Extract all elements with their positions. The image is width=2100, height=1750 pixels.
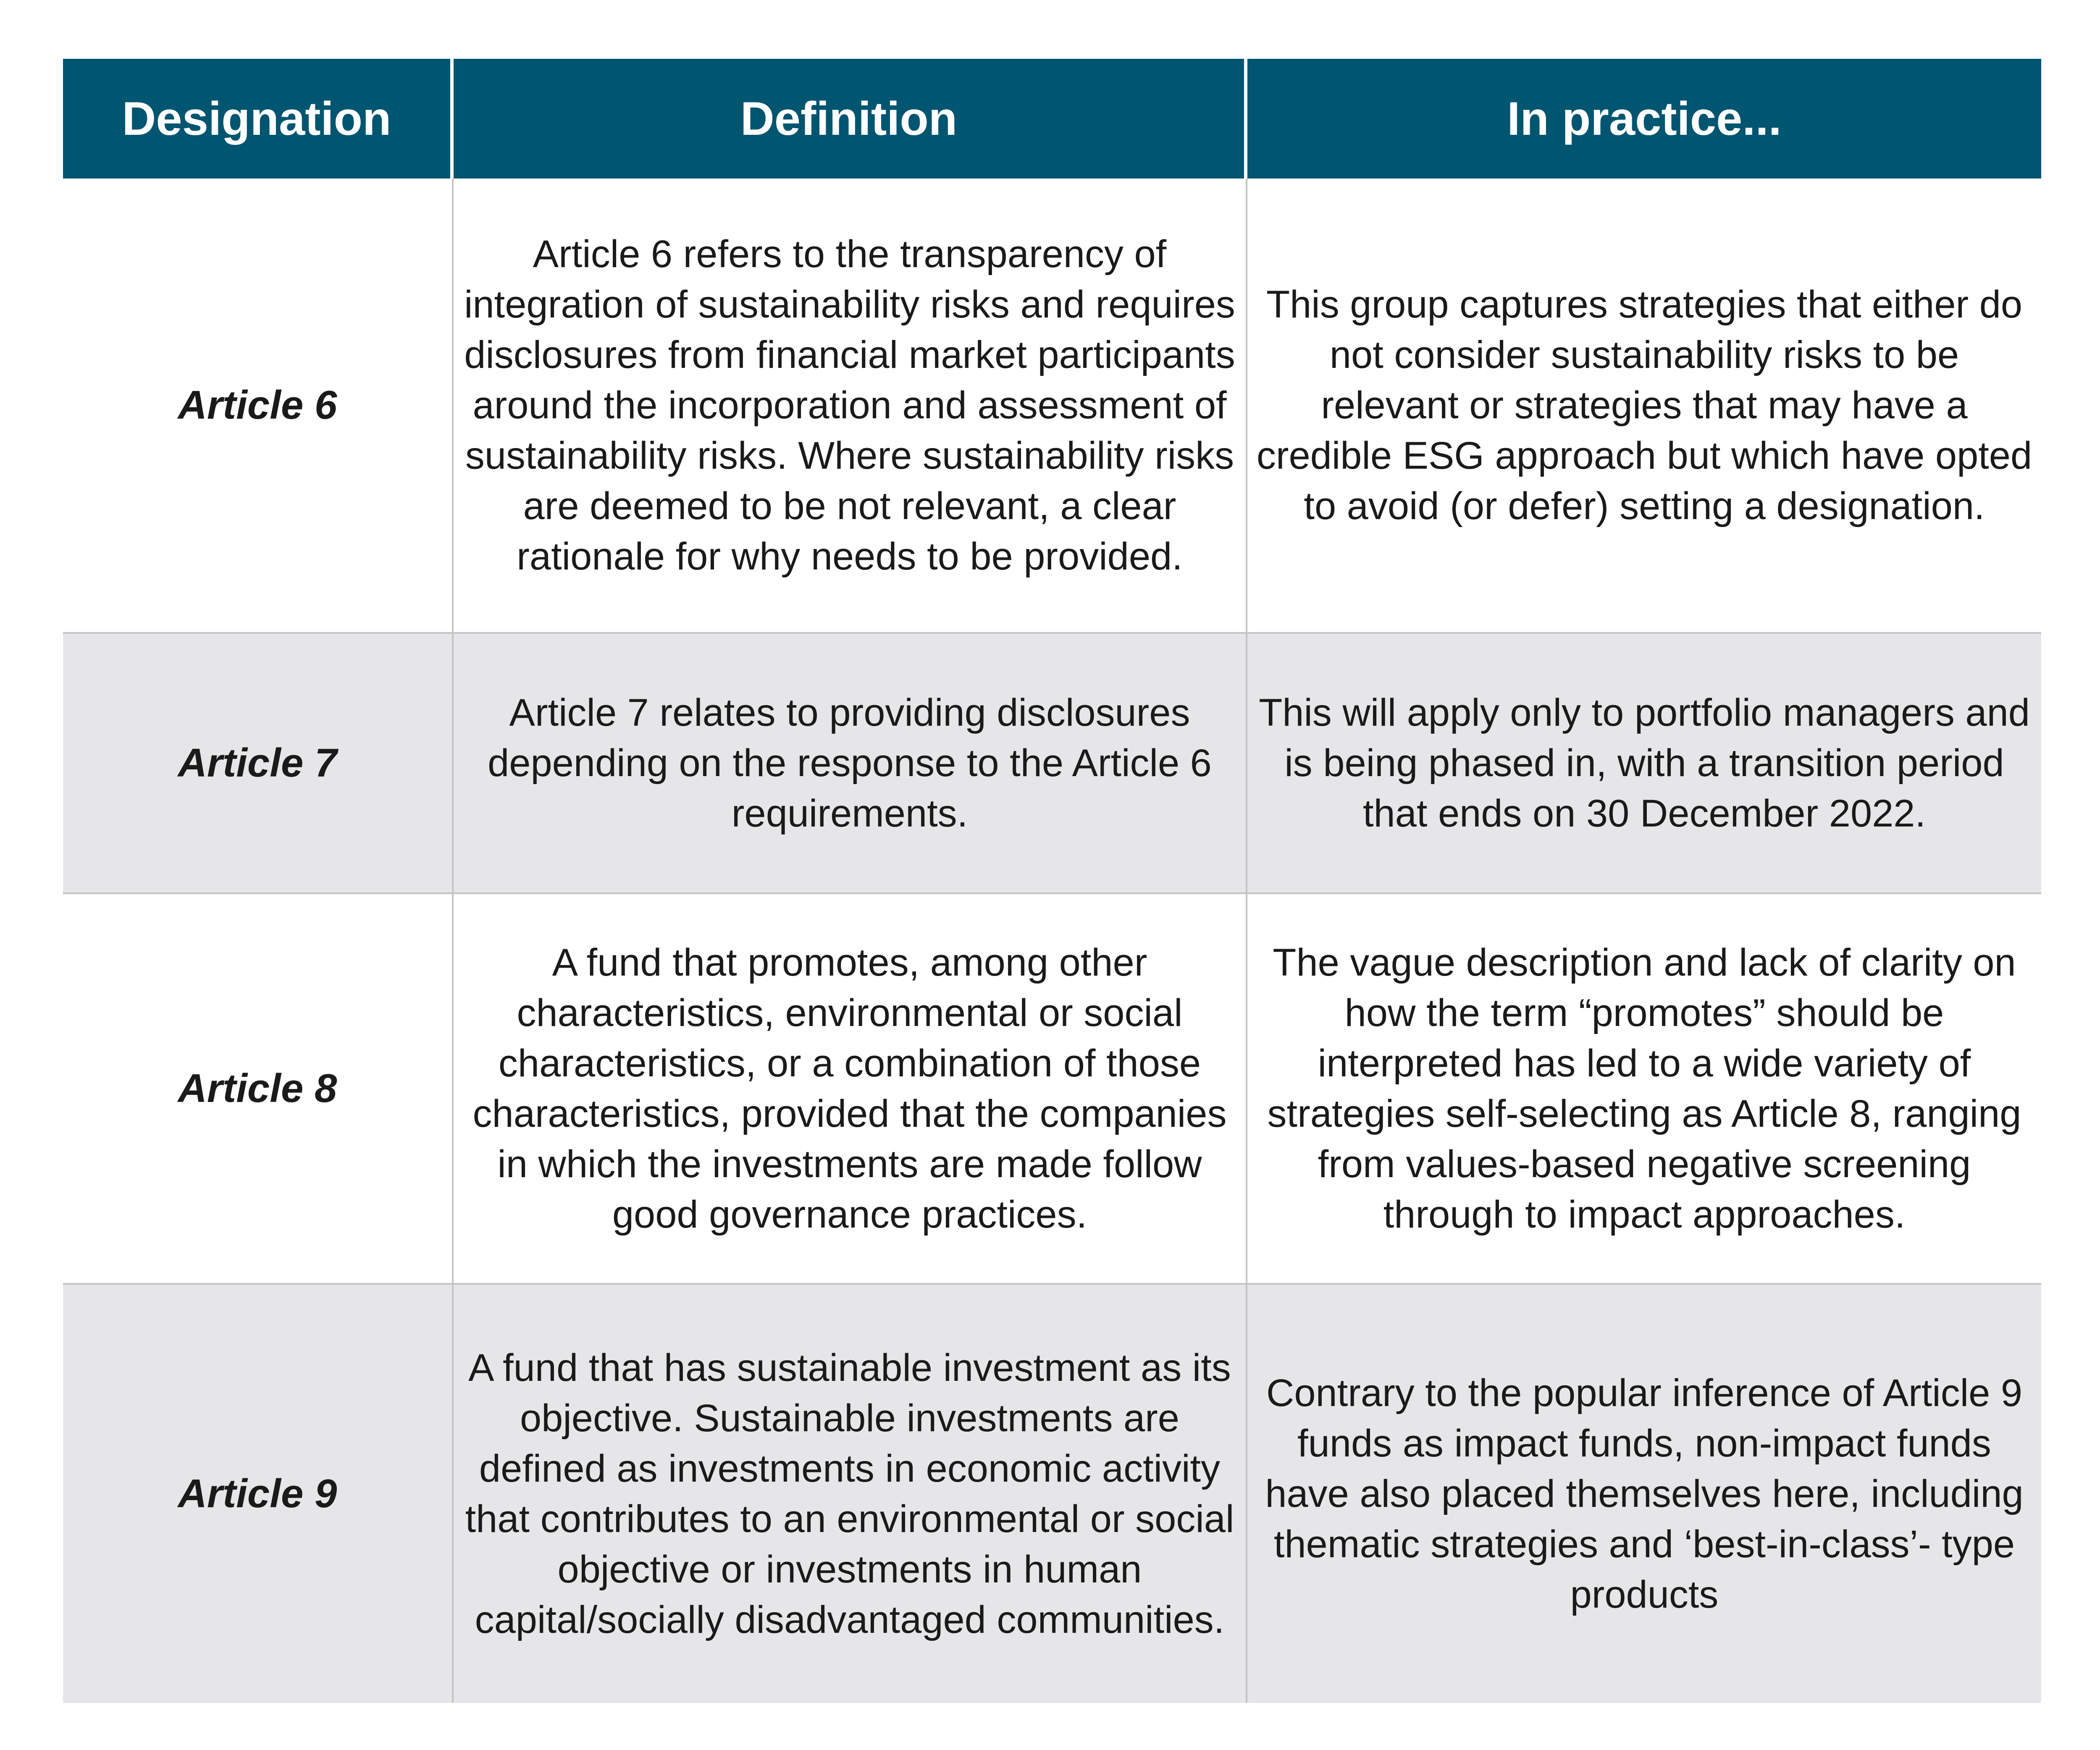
row-article-7-in-practice (1247, 632, 2041, 892)
in-practice-text: The vague description and lack of clarity on how the term “promotes” should be interpreted has led to a wide variety of strategies self-selecting as Article 8, ranging from values-based negative screening through to impact approaches. (1267, 941, 2021, 1236)
in-practice-text: This will apply only to portfolio managers and is being phased in, with a transition period that ends on 30 December 2022. (1259, 691, 2030, 835)
row-article-9-in-practice (1247, 1283, 2041, 1703)
sfdr-designation-table (63, 59, 2041, 1703)
row-article-7-designation (63, 632, 454, 892)
designation-label: Article 8 (178, 1066, 337, 1111)
header-designation-label: Designation (122, 92, 391, 145)
row-article-7-definition (454, 632, 1247, 892)
header-definition-label: Definition (740, 92, 958, 145)
row-article-6-definition (454, 178, 1247, 632)
row-article-8-definition (454, 892, 1247, 1283)
header-designation (63, 59, 454, 178)
designation-label: Article 6 (178, 383, 337, 428)
in-practice-text: Contrary to the popular inference of Article 9 funds as impact funds, non-impact funds have also placed themselves here, including thematic strategies and ‘best-in-class’- type products (1265, 1372, 2024, 1616)
definition-text: Article 6 refers to the transparency of integration of sustainability risks and requires disclosures from financial market participants around the incorporation and assessment of sustainability risks. Where sustainability risks are deemed to be not relevant, a clear rationale for why needs to be provided. (464, 233, 1235, 578)
row-article-8-designation (63, 892, 454, 1283)
definition-text: A fund that promotes, among other characteristics, environmental or social characteristics, or a combination of those characteristics, provided that the companies in which the investments are made follow good governance practices. (472, 941, 1227, 1236)
designation-label: Article 7 (178, 740, 337, 785)
definition-text: A fund that has sustainable investment as its objective. Sustainable investments are defined as investments in economic activity that contributes to an environmental or social objective or investments in human capital/socially disadvantaged communities. (465, 1346, 1234, 1641)
header-definition (454, 59, 1247, 178)
row-article-9-definition (454, 1283, 1247, 1703)
row-article-8-in-practice (1247, 892, 2041, 1283)
header-in-practice (1247, 59, 2041, 178)
definition-text: Article 7 relates to providing disclosures depending on the response to the Article 6 requirements. (488, 691, 1212, 835)
row-article-9-designation (63, 1283, 454, 1703)
in-practice-text: This group captures strategies that either do not consider sustainability risks to be relevant or strategies that may have a credible ESG approach but which have opted to avoid (or defer) setting a designation. (1256, 283, 2032, 527)
header-in-practice-label: In practice... (1507, 92, 1782, 145)
row-article-6-in-practice (1247, 178, 2041, 632)
row-article-6-designation (63, 178, 454, 632)
designation-label: Article 9 (178, 1471, 337, 1516)
